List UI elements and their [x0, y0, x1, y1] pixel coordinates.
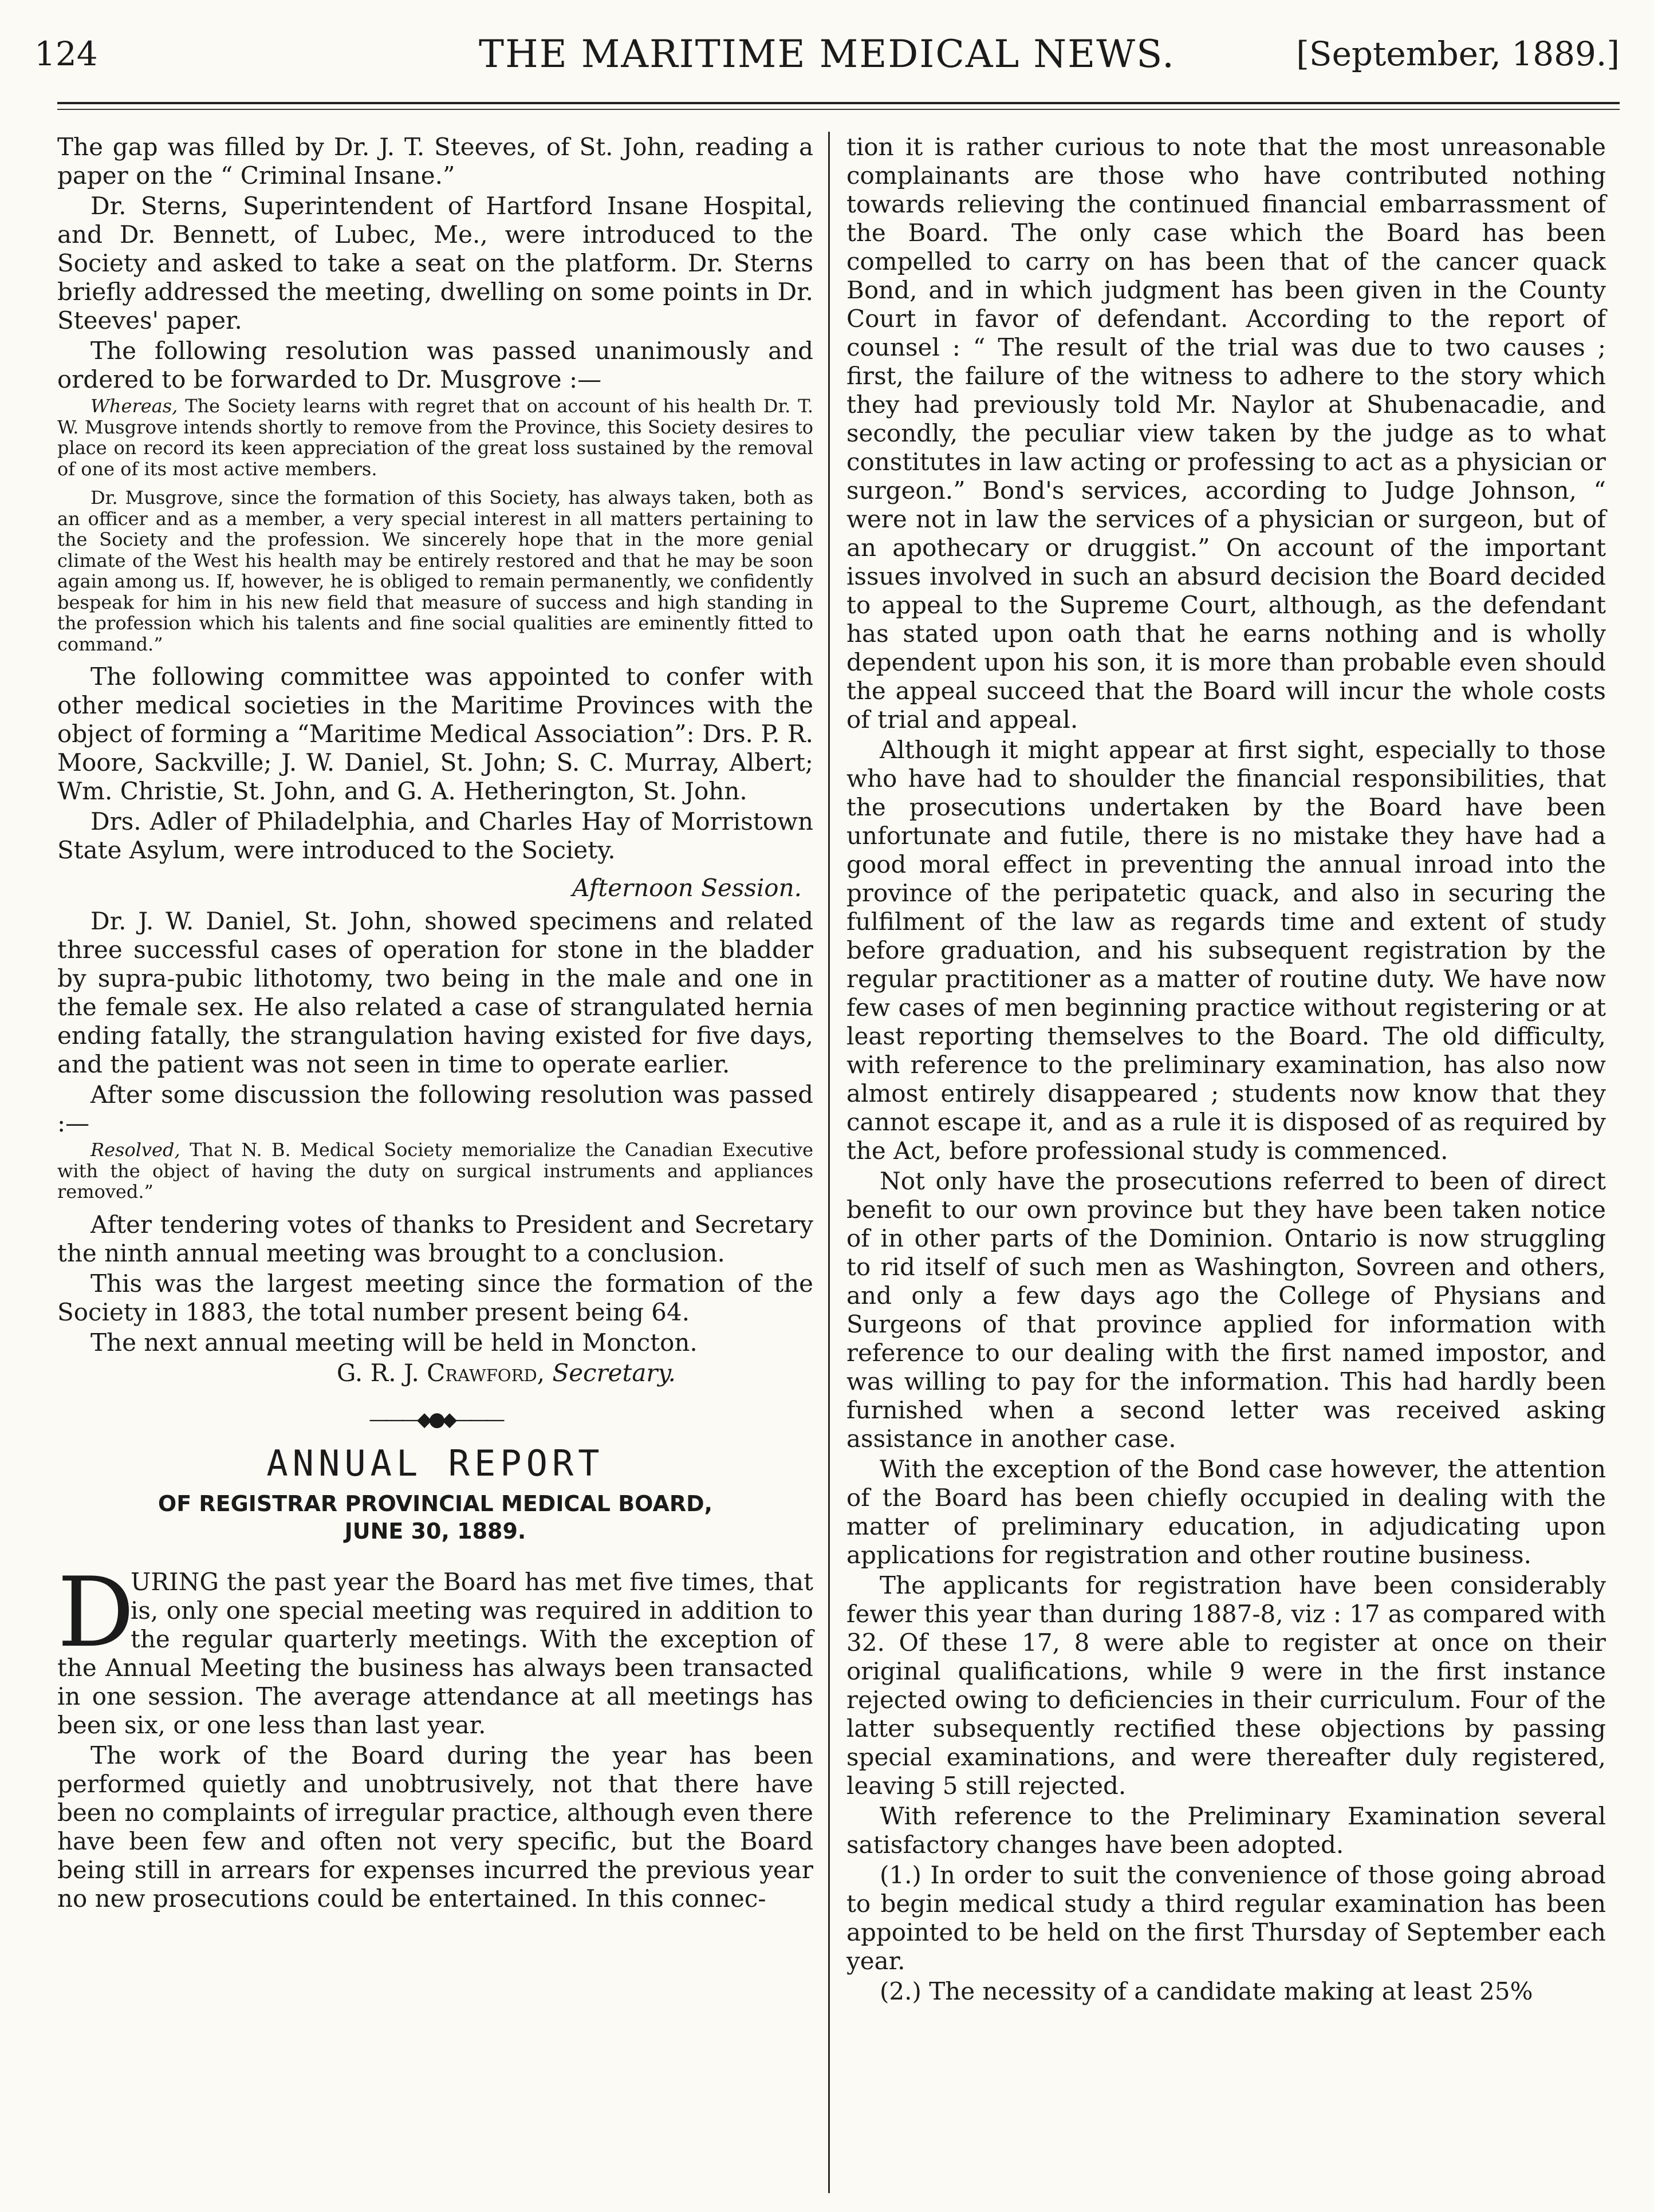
- paragraph: Not only have the prosecutions referred to been of direct benefit to our own province but they have been taken notice of in other parts of the Dominion. Ontario is now struggling to rid itself of such men as Washington, Sovreen and others, and only a few days ago the College of Physians and Surgeons of that province applied for information with reference to our dealing with the first named impostor, and was willing to pay for the information. This had hardly been furnished when a second letter was received asking assistance in another case.: [846, 1167, 1606, 1453]
- paragraph: Dr. J. W. Daniel, St. John, showed specimens and related three successful cases of operation for stone in the bladder by supra-pubic lithotomy, two being in the male and one in the female sex. He also related a case of strangulated hernia ending fatally, the strangulation having existed for five days, and the patient was not seen in time to operate earlier.: [57, 907, 813, 1078]
- report-title: ANNUAL REPORT: [266, 1442, 604, 1484]
- paragraph: With reference to the Preliminary Examination several satisfactory changes have been adopted.: [846, 1802, 1606, 1859]
- header-rule-thick: [57, 102, 1620, 104]
- paragraph: The following committee was appointed to confer with other medical societies in the Maritime Provinces with the object of forming a “Maritime Medical Association”: Drs. P. R. Moore, Sackville; J. W. Daniel, St. John; S. C. Murray, Albert; Wm. Christie, St. John, and G. A. Hetherington, St. John.: [57, 663, 813, 805]
- secretary-role: Secretary.: [552, 1358, 676, 1387]
- report-subtitle: OF REGISTRAR PROVINCIAL MEDICAL BOARD,: [157, 1491, 713, 1516]
- paragraph: The work of the Board during the year has been performed quietly and unobtrusively, not that there have been no complaints of irregular practice, although even there have been few and often not very specific, but the Board being still in arrears for expenses incurred the previous year no new prosecutions could be entertained. In this connec-: [57, 1741, 813, 1913]
- section-ornament: ———◆●◆———: [369, 1407, 502, 1431]
- paragraph: After tendering votes of thanks to President and Secretary the ninth annual meeting was brought to a conclusion.: [57, 1210, 813, 1267]
- page-header: [34, 25, 1620, 82]
- column-divider: [828, 132, 830, 2193]
- paragraph: The next annual meeting will be held in Moncton.: [90, 1328, 698, 1357]
- paragraph: tion it is rather curious to note that the most unreasonable complainants are those who have contributed nothing towards relieving the continued financial embarrassment of the Board. The only case which the Board has been compelled to carry on has been that of the cancer quack Bond, and in which judgment has been given in the County Court in favor of defendant. According to the report of counsel : “ The result of the trial was due to two causes ; first, the failure of the witness to adhere to the story which they had previously told Mr. Naylor at Shubenacadie, and secondly, the peculiar view taken by the judge as to what constitutes in law acting or professing to act as a physician or surgeon.” Bond's services, according to Judge Johnson, “ were not in law the services of a physician or surgeon, but of an apothecary or druggist.” On account of the important issues involved in such an absurd decision the Board decided to appeal to the Supreme Court, although, as the defendant has stated upon oath that he earns nothing and is wholly dependent upon his son, it is more than probable even should the appeal succeed that the Board will incur the whole costs of trial and appeal.: [846, 133, 1606, 734]
- drop-cap: D: [57, 1556, 135, 1669]
- issue-date: [September, 1889.]: [1296, 34, 1620, 73]
- paragraph: This was the largest meeting since the formation of the Society in 1883, the total number present being 64.: [57, 1269, 813, 1326]
- resolution-body: That N. B. Medical Society memorialize the Canadian Executive with the object of having the duty on surgical instruments and appliances removed.”: [57, 1139, 813, 1202]
- resolution-body: The Society learns with regret that on account of his health Dr. T. W. Musgrove intends shortly to remove from the Province, this Society desires to place on record its keen appreciation of the great loss sustained by the removal of one of its most active members.: [57, 395, 813, 480]
- resolution-text: [57, 1139, 813, 1202]
- paragraph-body: URING the past year the Board has met five times, that is, only one special meeting was required in addition to the regular quarterly meetings. With the exception of the Annual Meeting the business has always been transacted in one session. The average attendance at all meetings has been six, or one less than last year.: [57, 1567, 813, 1739]
- report-date: JUNE 30, 1889.: [344, 1518, 526, 1544]
- paragraph: After some discussion the following resolution was passed :—: [57, 1081, 813, 1137]
- resolution-lead: Whereas,: [90, 395, 178, 417]
- paragraph: Drs. Adler of Philadelphia, and Charles Hay of Morristown State Asylum, were introduced to the Society.: [57, 807, 813, 864]
- right-column: [846, 133, 1606, 2008]
- paragraph: Dr. Sterns, Superintendent of Hartford Insane Hospital, and Dr. Bennett, of Lubec, Me., were introduced to the Society and asked to take a seat on the platform. Dr. Sterns briefly addressed the meeting, dwelling on some points in Dr. Steeves' paper.: [57, 192, 813, 334]
- section-heading: Afternoon Session.: [572, 874, 802, 902]
- paragraph: The following resolution was passed unanimously and ordered to be forwarded to Dr. Musgrove :—: [57, 337, 813, 393]
- paragraph: (2.) The necessity of a candidate making at least 25%: [880, 1977, 1533, 2005]
- page-number: 124: [34, 34, 98, 73]
- left-column: [57, 133, 813, 1915]
- paragraph: Although it might appear at first sight, especially to those who have had to shoulder the financial responsibilities, that the prosecutions undertaken by the Board have been unfortunate and futile, there is no mistake they have had a good moral effect in preventing the annual inroad into the province of the peripatetic quack, and also in securing the fulfilment of the law as regards time and extent of study before graduation, and his subsequent registration by the regular practitioner as a matter of routine duty. We have now few cases of men beginning practice without registering or at least reporting themselves to the Board. The old difficulty, with reference to the preliminary examination, has also now almost entirely disappeared ; students now know that they cannot escape it, and as a rule it is disposed of as required by the Act, before professional study is commenced.: [846, 736, 1606, 1165]
- paragraph: The gap was filled by Dr. J. T. Steeves, of St. John, reading a paper on the “ Criminal Insane.”: [57, 133, 813, 190]
- secretary-name: G. R. J. Crawford,: [336, 1358, 545, 1387]
- signature: [57, 1359, 676, 1387]
- journal-title: THE MARITIME MEDICAL NEWS.: [479, 32, 1175, 76]
- paragraph: With the exception of the Bond case however, the attention of the Board has been chiefly occupied in dealing with the matter of preliminary education, in adjudicating upon applications for registration and other routine business.: [846, 1455, 1606, 1569]
- resolution-text: Dr. Musgrove, since the formation of this Society, has always taken, both as an officer and as a member, a very special interest in all matters pertaining to the Society and the profession. We sincerely hope that in the more genial climate of the West his health may be entirely restored and that he may be soon again among us. If, however, he is obliged to remain permanently, we confidently bespeak for him in his new field that measure of success and high standing in the profession which his talents and fine social qualities are eminently fitted to command.”: [57, 487, 813, 655]
- paragraph: (1.) In order to suit the convenience of those going abroad to begin medical study a third regular examination has been appointed to be held on the first Thursday of September each year.: [846, 1861, 1606, 1975]
- paragraph: [57, 1556, 813, 1740]
- header-rule-thin: [57, 109, 1620, 110]
- resolution-text: [57, 396, 813, 479]
- resolution-lead: Resolved,: [90, 1139, 180, 1161]
- paragraph: The applicants for registration have been considerably fewer this year than during 1887-8, viz : 17 as compared with 32. Of these 17, 8 were able to register at once on their original qualifications, while 9 were in the first instance rejected owing to deficiencies in their curriculum. Four of the latter subsequently rectified these objections by passing special examinations, and were thereafter duly registered, leaving 5 still rejected.: [846, 1571, 1606, 1800]
